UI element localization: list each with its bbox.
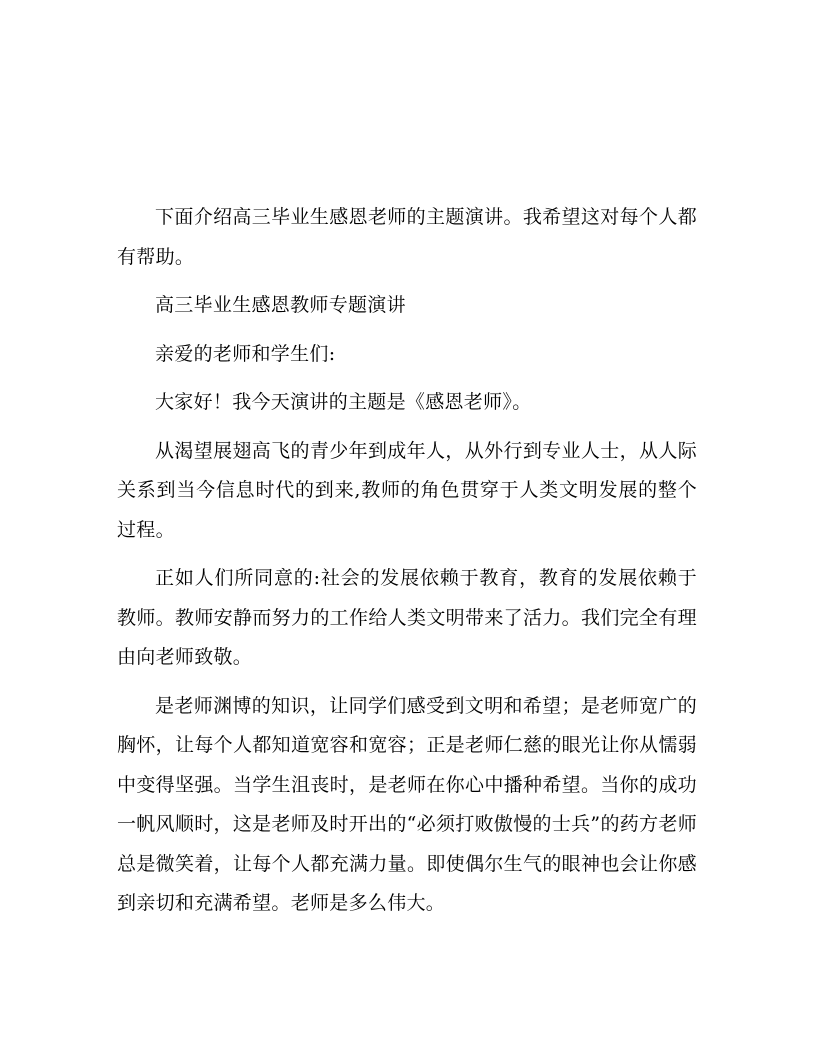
intro-paragraph: 下面介绍高三毕业生感恩老师的主题演讲。我希望这对每个人都有帮助。 xyxy=(117,206,697,268)
body-paragraph: 从渴望展翅高飞的青少年到成年人，从外行到专业人士，从人际关系到当今信息时代的到来,教师的角色贯穿于人类文明发展的整个过程。 xyxy=(117,439,697,541)
greeting-paragraph: 大家好！我今天演讲的主题是《感恩老师》。 xyxy=(155,391,532,413)
salutation: 亲爱的老师和学生们: xyxy=(155,342,336,365)
speech-title: 高三毕业生感恩教师专题演讲 xyxy=(155,294,406,316)
body-paragraph: 是老师渊博的知识，让同学们感受到文明和希望；是老师宽广的胸怀，让每个人都知道宽容和宽容；正是老师仁慈的眼光让你从懦弱中变得坚强。当学生沮丧时，是老师在你心中播种希望。当你的成功一帆风顺时，这是老师及时开出的“必须打败傲慢的士兵”的药方老师总是微笑着，让每个人都充满力量。即使偶尔生气的眼神也会让你感到亲切和充满希望。老师是多么伟大。 xyxy=(117,694,697,914)
body-paragraph: 正如人们所同意的:社会的发展依赖于教育，教育的发展依赖于教师。教师安静而努力的工作给人类文明带来了活力。我们完全有理由向老师致敬。 xyxy=(117,567,697,668)
document-body xyxy=(117,198,697,933)
